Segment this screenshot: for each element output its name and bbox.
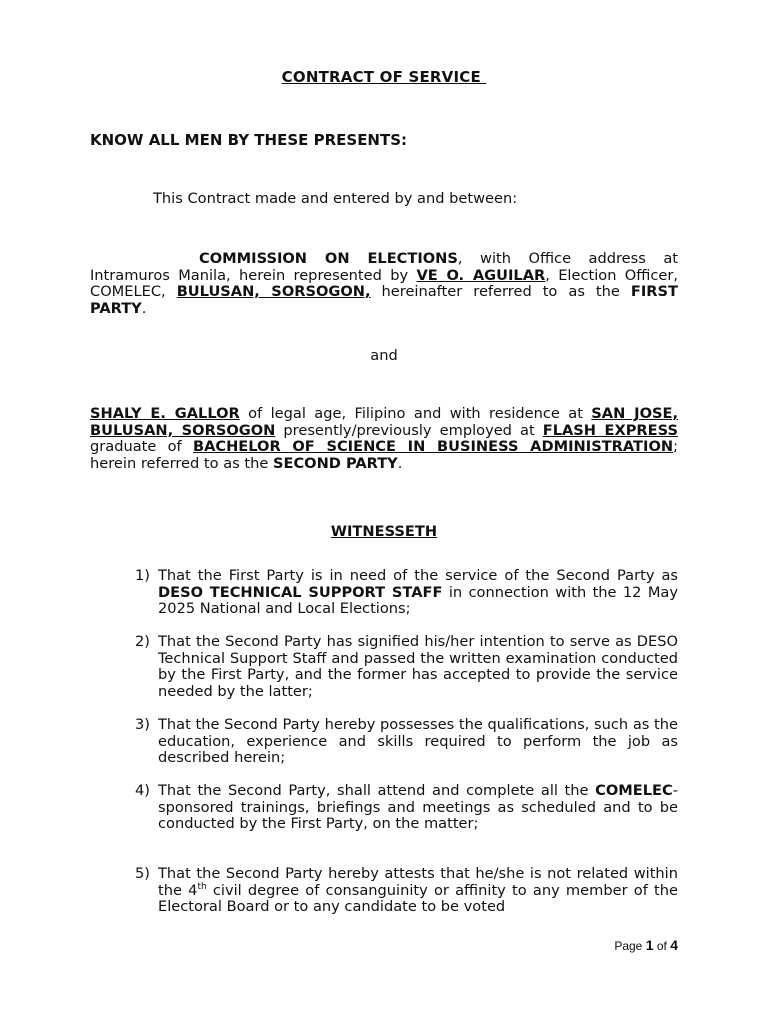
clause-list — [135, 866, 678, 916]
second-party-paragraph: SHALY E. GALLOR of legal age, Filipino and with residence at SAN JOSE, BULUSAN, SORSOGON presently/previously employed at FLASH EXPRESS graduate of BACHELOR OF SCIENCE IN BUSINESS ADMINISTRATION; herein referred to as the SECOND PARTY. — [90, 405, 679, 472]
page-number-footer: Page 1 of 4 — [614, 937, 678, 953]
witnesseth-heading: WITNESSETH — [330, 523, 438, 540]
clause-item: 4) That the Second Party, shall attend and complete all the COMELEC-sponsored trainings, briefings and meetings as scheduled and to be conducted by the First Party, on the matter; — [135, 782, 678, 832]
clause-list — [135, 634, 678, 700]
clause-list — [135, 783, 678, 833]
clause-item: 1) That the First Party is in need of the service of the Second Party as DESO TECHNICAL SUPPORT STAFF in connection with the 12 May 2025 National and Local Elections; — [135, 567, 678, 617]
clause-item: 5) That the Second Party hereby attests that he/she is not related within the 4th civil degree of consanguinity or affinity to any member of the Electoral Board or to any candidate to be voted — [135, 865, 678, 915]
document-title: CONTRACT OF SERVICE — [281, 68, 487, 86]
conjunction-and: and — [370, 347, 398, 364]
first-party-label: FIRST PARTY — [90, 283, 679, 317]
clause-list — [135, 717, 678, 767]
clause-item: 2) That the Second Party has signified his/her intention to serve as DESO Technical Support Staff and passed the written examination conducted by the First Party, and the former has accepted to provide the service needed by the latter; — [135, 633, 678, 700]
clause-list — [135, 568, 678, 618]
second-party-label: SECOND PARTY — [272, 454, 398, 472]
preamble-heading: KNOW ALL MEN BY THESE PRESENTS: — [90, 131, 408, 149]
first-party-paragraph: COMMISSION ON ELECTIONS, with Office address at Intramuros Manila, herein represented by VE O. AGUILAR, Election Officer, COMELEC, BULUSAN, SORSOGON, hereinafter referred to as the FIRST PARTY. — [90, 250, 679, 317]
first-party-location: BULUSAN, SORSOGON, — [176, 283, 371, 300]
first-party-representative: VE O. AGUILAR — [416, 266, 546, 284]
intro-line: This Contract made and entered by and between: — [153, 190, 518, 207]
first-party-org: COMMISSION ON ELECTIONS — [199, 250, 458, 267]
second-party-degree: BACHELOR OF SCIENCE IN BUSINESS ADMINISTRATION — [192, 438, 674, 455]
second-party-name: SHALY E. GALLOR — [90, 405, 240, 422]
clause-item: 3) That the Second Party hereby possesses the qualifications, such as the education, experience and skills required to perform the job as described herein; — [135, 716, 678, 766]
second-party-employer: FLASH EXPRESS — [542, 421, 679, 439]
second-party-residence: SAN JOSE, BULUSAN, SORSOGON — [90, 405, 678, 439]
